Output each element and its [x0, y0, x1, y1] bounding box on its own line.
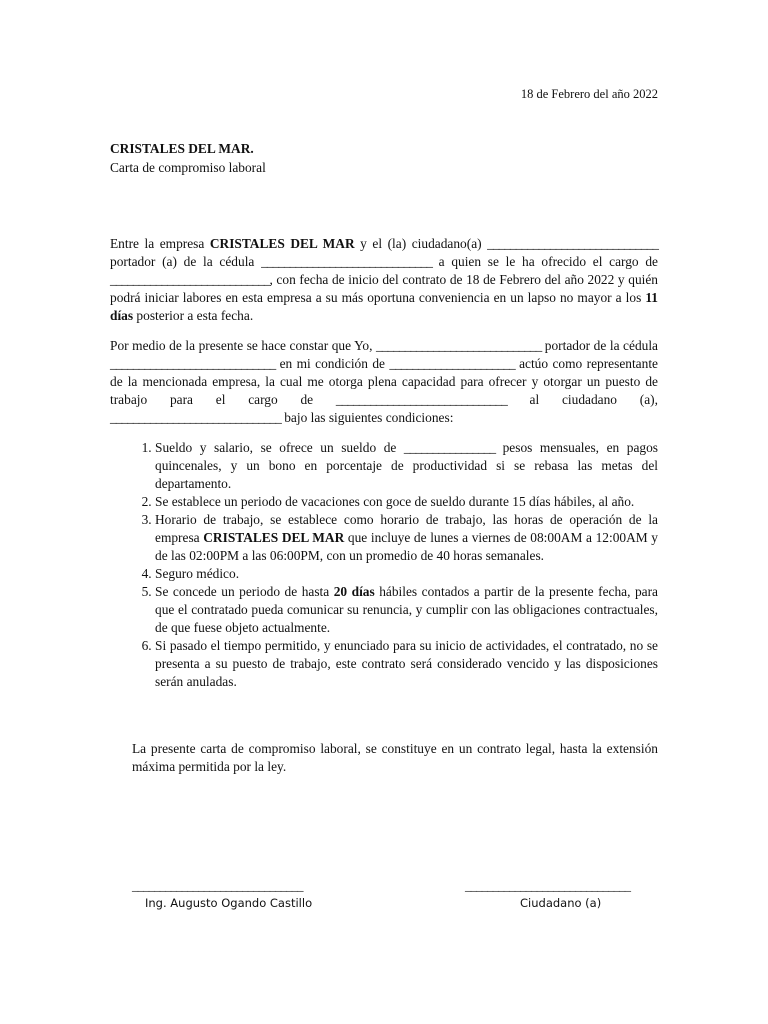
condition-item [155, 583, 658, 637]
text-segment: Se establece un periodo de vacaciones con goce de sueldo durante 15 días hábiles, al año. [155, 494, 635, 509]
signatory-name-right: Ciudadano (a) [520, 896, 602, 910]
text-segment: y el (la) ciudadano(a) [354, 236, 488, 251]
text-segment: Si pasado el tiempo permitido, y enunciado para su inicio de actividades, el contratado, no se presenta a su puesto de trabajo, este contrato será considerado vencido y las disposiciones serán anuladas. [155, 638, 658, 689]
text-segment: bajo las siguientes condiciones: [280, 410, 454, 425]
letter-subject: Carta de compromiso laboral [110, 160, 266, 175]
condition-item [155, 565, 658, 583]
signature-line-left: _______________________________ [132, 878, 303, 893]
company-name-bold: CRISTALES DEL MAR [203, 530, 345, 545]
text-segment: a quien se le ha ofrecido el cargo de [431, 254, 658, 269]
text-segment: pesos mensuales, en pagos quincenales, y un bono en porcentaje de productividad si se rebasa las metas del departamento. [155, 440, 659, 491]
text-segment: Por medio de la presente se hace constar que Yo, [110, 338, 377, 353]
signatory-name-left: Ing. Augusto Ogando Castillo [145, 896, 313, 910]
text-segment: Horario de trabajo, se establece como horario de trabajo, las horas de operación de la empresa [155, 512, 658, 545]
company-heading: CRISTALES DEL MAR. [110, 141, 254, 156]
text-segment: actúo como representante de la mencionada empresa, la cual me otorga plena capacidad para ofrecer y otorgar un puesto de trabajo para el cargo de [110, 356, 658, 407]
days-bold: 20 días [333, 584, 375, 599]
conditions-list [110, 439, 658, 691]
id-number-blank: ______________________________ [261, 254, 432, 269]
text-segment: al ciudadano (a), [506, 392, 658, 407]
text-segment: portador (a) de la cédula [110, 254, 262, 269]
text-segment: Seguro médico. [155, 566, 240, 581]
representative-name-blank: _____________________________ [376, 338, 542, 353]
condition-item [155, 439, 658, 493]
closing-paragraph: La presente carta de compromiso laboral, se constituye en un contrato legal, hasta la extensión máxima permitida por la ley. [132, 741, 658, 774]
position-blank: ____________________________ [110, 272, 270, 287]
text-segment: Entre la empresa [110, 236, 210, 251]
text-segment: , con fecha de inicio del contrato de 18 de Febrero del año 2022 y quién podrá iniciar labores en esta empresa a su más oportuna conveniencia en un lapso no mayor a los [110, 272, 658, 305]
representative-role-blank: ______________________ [389, 356, 515, 371]
text-segment: hábiles contados a partir de la presente fecha, para que el contratado pueda comunicar su renuncia, y cumplir con las obligaciones contractuales, de que fuese objeto actualmente. [155, 584, 658, 635]
text-segment: posterior a esta fecha. [133, 308, 254, 323]
text-segment: Sueldo y salario, se ofrece un sueldo de [155, 440, 404, 455]
representative-id-blank: _____________________________ [110, 356, 276, 371]
days-bold: 11 días [110, 290, 658, 323]
company-name-bold: CRISTALES DEL MAR [209, 236, 355, 251]
letter-date: 18 de Febrero del año 2022 [520, 87, 658, 101]
paragraph-representative [110, 337, 658, 427]
text-segment: portador de la cédula [541, 338, 658, 353]
paragraph-intro [110, 235, 658, 325]
job-position-blank: ______________________________ [335, 392, 507, 407]
citizen-blank: ______________________________ [110, 410, 281, 425]
text-segment: en mi condición de [275, 356, 390, 371]
condition-item [155, 637, 658, 691]
salary-blank: ________________ [403, 440, 496, 455]
text-segment: Se concede un periodo de hasta [155, 584, 334, 599]
signature-line-right: ______________________________ [465, 878, 630, 893]
text-segment: que incluye de lunes a viernes de 08:00AM a 12:00AM y de las 02:00PM a las 06:00PM, con un promedio de 40 horas semanales. [155, 530, 659, 563]
condition-item [155, 493, 658, 511]
citizen-name-blank: ______________________________ [487, 236, 658, 251]
condition-item [155, 511, 658, 565]
